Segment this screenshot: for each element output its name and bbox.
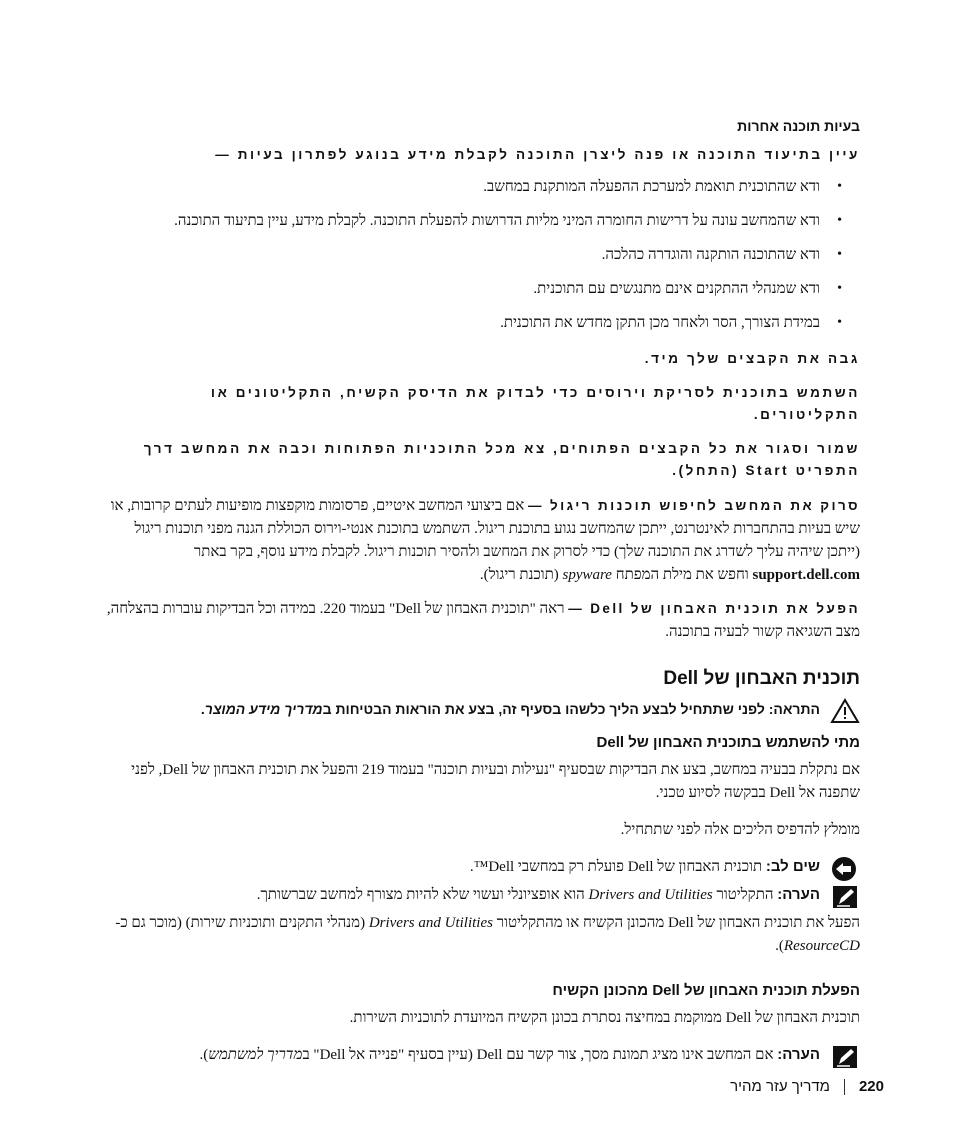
backup-heading: גבה את הקבצים שלך מיד.	[644, 351, 860, 366]
section-title-diagnostics: תוכנית האבחון של Dell	[663, 668, 860, 689]
footer-divider	[844, 1079, 845, 1095]
bullet-list	[100, 178, 860, 332]
recommend-paragraph: מומלץ להדפיס הליכים אלה לפני שתתחיל.	[620, 822, 860, 838]
list-item: • ודא שהתוכנה הותקנה והוגדרה כהלכה.	[601, 247, 842, 263]
footer-title: מדריך עזר מהיר	[730, 1078, 830, 1095]
check-docs-heading: עיין בתיעוד התוכנה או פנה ליצרן התוכנה לקבלת מידע בנוגע לפתרון בעיות —	[215, 147, 860, 162]
list-item: • ודא שהתוכנית תואמת למערכת ההפעלה המותקנת במחשב.	[483, 179, 842, 195]
scan-heading: השתמש בתוכנית לסריקת וירוסים כדי לבדוק את הדיסק הקשיח, התקליטונים או התקליטורים.	[210, 385, 860, 422]
heading-other-software: בעיות תוכנה אחרות	[737, 118, 860, 134]
warning-triangle-icon	[830, 698, 860, 724]
run-diagnostics-paragraph: הפעל את תוכנית האבחון של Dell — ראה "תוכנית האבחון של Dell" בעמוד 220. במידה וכל הבדיקות עוברות בהצלחה, מצב השגיאה קשור לבעיה בתוכנה.	[106, 601, 860, 640]
hard-drive-paragraph: תוכנית האבחון של Dell ממוקמת במחיצה נסתרת בכונן הקשיח המיועדת לתוכניות השירות.	[349, 1010, 860, 1026]
document-page	[100, 118, 860, 1072]
when-to-use-paragraph: אם נתקלת בבעיה במחשב, בצע את הבדיקות שבסעיף "נעילות ובעיות תוכנה" בעמוד 219 והפעל את תוכנית האבחון של Dell, לפני שתפנה אל Dell בבקשה לסיוע טכני.	[131, 762, 860, 801]
note-box: הערה: אם המחשב אינו מציג תמונת מסך, צור קשר עם Dell (עיין בסעיף "פנייה אל Dell" במדריך למשתמש).	[100, 1044, 860, 1066]
spyware-paragraph: סרוק את המחשב לחיפוש תוכנות ריגול — אם ביצועי המחשב איטיים, פרסומות מוקפצות מופיעות לעתים קרובות, או שיש בעיות בהתחברות לאינטרנט, ייתכן שהמחשב נגוע בתוכנת ריגול. השתמש בתוכנת אנטי-וירוס הכוללת הגנה מפני תוכנות ריגול (ייתכן שיהיה עליך לשדרג את התוכנה שלך) כדי לסרוק את המחשב ולהסיר תוכנות ריגול. לקבלת מידע נוסף, בקר באתר support.dell.com וחפש את מילת המפתח spyware (תוכנת ריגול).	[110, 498, 860, 583]
list-item: • במידת הצורך, הסר ולאחר מכן התקן מחדש את התוכנית.	[500, 315, 842, 331]
notice-icon	[830, 856, 860, 882]
hard-drive-title: הפעלת תוכנית האבחון של Dell מהכונן הקשיח	[552, 982, 860, 999]
list-item: • ודא שמנהלי ההתקנים אינם מתנגשים עם התוכנית.	[533, 281, 842, 297]
notice-box: שים לב: תוכנית האבחון של Dell פועלת רק במחשבי Dell™.	[100, 856, 860, 878]
when-to-use-title: מתי להשתמש בתוכנית האבחון של Dell	[596, 734, 860, 751]
caution-box: התראה: לפני שתתחיל לבצע הליך כלשהו בסעיף זה, בצע את הוראות הבטיחות במדריך מידע המוצר.	[100, 698, 860, 720]
note-box: הערה: התקליטור Drivers and Utilities הוא אופציונלי ועשוי שלא להיות מצורף למחשב שברשותך.	[100, 884, 860, 906]
page-number: 220	[858, 1078, 884, 1095]
page-footer	[730, 1078, 884, 1095]
run-from-media-paragraph: הפעל את תוכנית האבחון של Dell מהכונן הקשיח או מהתקליטור Drivers and Utilities (מנהלי התקנים ותוכניות שירות) (מוכר גם כ- ResourceCD).	[115, 915, 860, 954]
note-pencil-icon	[830, 1044, 860, 1070]
support-site-link[interactable]: support.dell.com	[752, 567, 860, 583]
list-item: • ודא שהמחשב עונה על דרישות החומרה המיני מליות הדרושות להפעלת התוכנה. לקבלת מידע, עיין בתיעוד התוכנה.	[174, 213, 842, 229]
note-pencil-icon	[830, 884, 860, 910]
save-heading: שמור וסגור את כל הקבצים הפתוחים, צא מכל התוכניות הפתוחות וכבה את המחשב דרך התפריט Start (התחל).	[143, 441, 860, 478]
